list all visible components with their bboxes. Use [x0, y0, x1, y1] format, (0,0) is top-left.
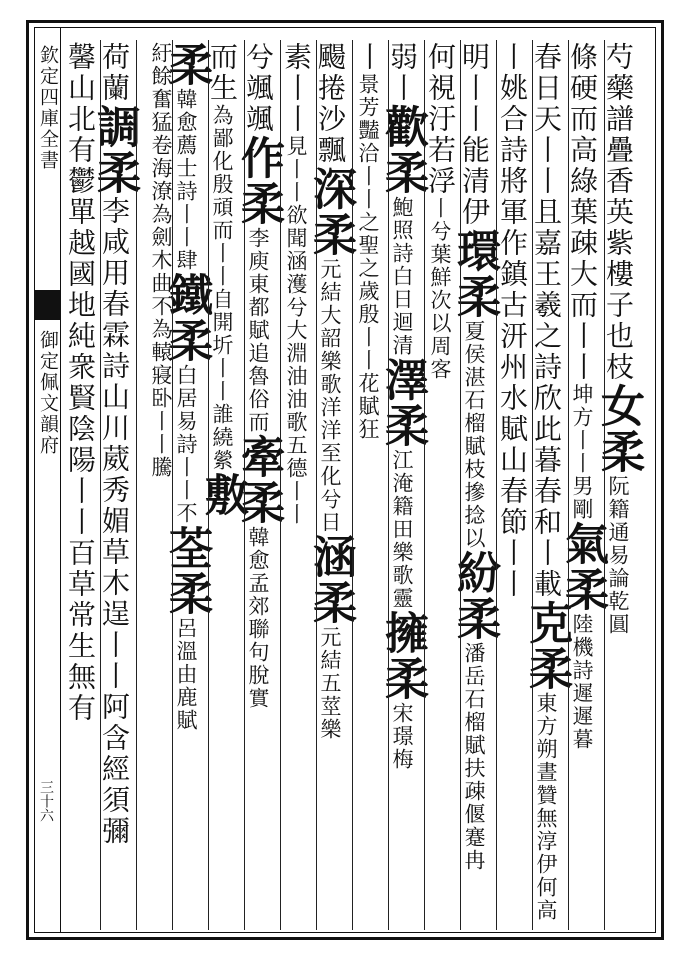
annotation-text: 元結五莖樂	[318, 626, 342, 741]
headword: 調柔	[89, 104, 140, 196]
column-rule	[136, 40, 137, 930]
column-rule	[532, 40, 533, 930]
headword: 敷	[197, 472, 248, 518]
text-column	[521, 42, 572, 922]
column-rule	[244, 40, 245, 930]
text-column	[352, 42, 388, 922]
page-number: 三十六	[38, 780, 54, 822]
text-column	[377, 42, 428, 922]
text-column	[89, 42, 140, 922]
annotation-text: 歌五德丨丨	[284, 411, 308, 526]
text-column	[424, 42, 460, 922]
body-text: 條硬而高綠葉疎大而丨丨	[566, 42, 599, 383]
body-text: 而生	[206, 42, 239, 104]
column-rule	[460, 40, 461, 930]
body-text: 兮颯颯	[242, 42, 275, 135]
annotation-text: 之聖之歲殷丨丨	[356, 211, 380, 372]
text-column	[197, 42, 248, 922]
annotation-text: 景芳豔洽丨丨	[356, 73, 380, 211]
body-text: 弱丨	[386, 42, 419, 104]
column-rule	[316, 40, 317, 930]
annotation-text: 花賦狂	[356, 372, 380, 441]
fishtail-mark	[34, 290, 60, 320]
annotation-text: 呂溫由鹿賦	[174, 617, 198, 732]
text-column	[64, 42, 100, 922]
headword: 涵柔	[305, 534, 356, 626]
column-rule	[496, 40, 497, 930]
text-column	[593, 42, 644, 922]
text-column	[136, 42, 172, 922]
annotation-text: 阮籍通易論乾圓	[606, 475, 630, 636]
column-rule	[568, 40, 569, 930]
text-column	[280, 42, 316, 922]
body-text: 素丨丨	[280, 42, 313, 135]
headword: 氣柔	[557, 521, 608, 613]
headword: 牽柔	[233, 434, 284, 526]
annotation-text: 為鄙化殷頑而丨丨	[210, 104, 234, 288]
text-column	[496, 42, 532, 922]
column-rule	[424, 40, 425, 930]
column-rule	[352, 40, 353, 930]
headword: 歡柔	[377, 104, 428, 196]
column-rule	[388, 40, 389, 930]
headword: 鐵柔	[161, 272, 212, 364]
annotation-text: 韓愈薦士詩丨丨肆	[174, 88, 198, 272]
headword: 澤柔	[377, 357, 428, 449]
body-text: 馨	[64, 42, 97, 73]
body-text: 荷蘭	[98, 42, 131, 104]
annotation-text: 紆餘奮猛卷海潦	[149, 42, 173, 203]
book-series-title: 欽定四庫全書	[37, 45, 59, 171]
text-column	[233, 42, 284, 922]
annotation-text: 東方朔晝贊無淳伊何高	[534, 692, 558, 922]
annotation-text: 寢卧丨丨騰	[149, 364, 173, 479]
body-text: 春日天丨丨且嘉王羲之詩欣此暮春和丨載	[530, 42, 563, 600]
headword: 作柔	[233, 135, 284, 227]
text-column	[449, 42, 500, 922]
annotation-text: 江淹籍田樂歌靈	[390, 449, 414, 610]
column-rule	[172, 40, 173, 930]
annotation-text: 韓愈孟郊聯句脫實	[246, 526, 270, 710]
annotation-text: 為劍木曲不為轅	[149, 203, 173, 364]
annotation-text: 潘岳石榴賦扶疎偃蹇冉	[462, 642, 486, 872]
headword: 女柔	[593, 383, 644, 475]
annotation-text: 坤方丨丨男剛	[570, 383, 594, 521]
headword: 荃柔	[161, 525, 212, 617]
body-text: 明丨丨能清伊	[458, 42, 491, 228]
headword: 紛柔	[449, 550, 500, 642]
annotation-text: 夏侯湛石榴賦枝摻捻以	[462, 320, 486, 550]
annotation-text: 丨兮葉鮮次以周客	[428, 197, 452, 381]
body-text: 颺捲沙飄	[314, 42, 347, 166]
annotation-text: 見丨丨欲聞涵濩兮大淵油油	[284, 135, 308, 411]
headword: 擁柔	[377, 610, 428, 702]
column-rule	[208, 40, 209, 930]
text-column	[305, 42, 356, 922]
text-column	[557, 42, 608, 922]
annotation-text: 自開圻丨丨誰繞縈	[210, 288, 234, 472]
headword: 柔	[161, 42, 212, 88]
headword: 克柔	[521, 600, 572, 692]
column-rule	[604, 40, 605, 930]
headword: 深柔	[305, 166, 356, 258]
body-text: 何視汙若浮	[424, 42, 457, 197]
column-rule	[280, 40, 281, 930]
annotation-text: 鮑照詩白日迴清	[390, 196, 414, 357]
annotation-text: 宋璟梅	[390, 702, 414, 771]
body-text: 李咸用春霖詩山川葳秀媚草木逞丨丨阿含經須彌	[98, 196, 131, 847]
annotation-text: 李庾東都賦追魯俗而	[246, 227, 270, 434]
body-text: 芍藥譜疊香英紫樓子也枝	[602, 42, 635, 383]
annotation-text: 陸機詩遲遲暮	[570, 613, 594, 751]
body-text: 山北有鬱單越國地純衆賢陰陽丨丨百草常生無有	[64, 73, 97, 724]
body-text: 丨	[352, 42, 385, 73]
annotation-text: 元結大韶樂歌洋洋至化兮日	[318, 258, 342, 534]
book-title: 御定佩文韻府	[37, 330, 59, 456]
annotation-text: 白居易詩丨丨不	[174, 364, 198, 525]
column-rule	[100, 40, 101, 930]
headword: 環柔	[449, 228, 500, 320]
body-text: 丨姚合詩將軍作鎮古汧州水賦山春節丨丨	[496, 42, 529, 600]
